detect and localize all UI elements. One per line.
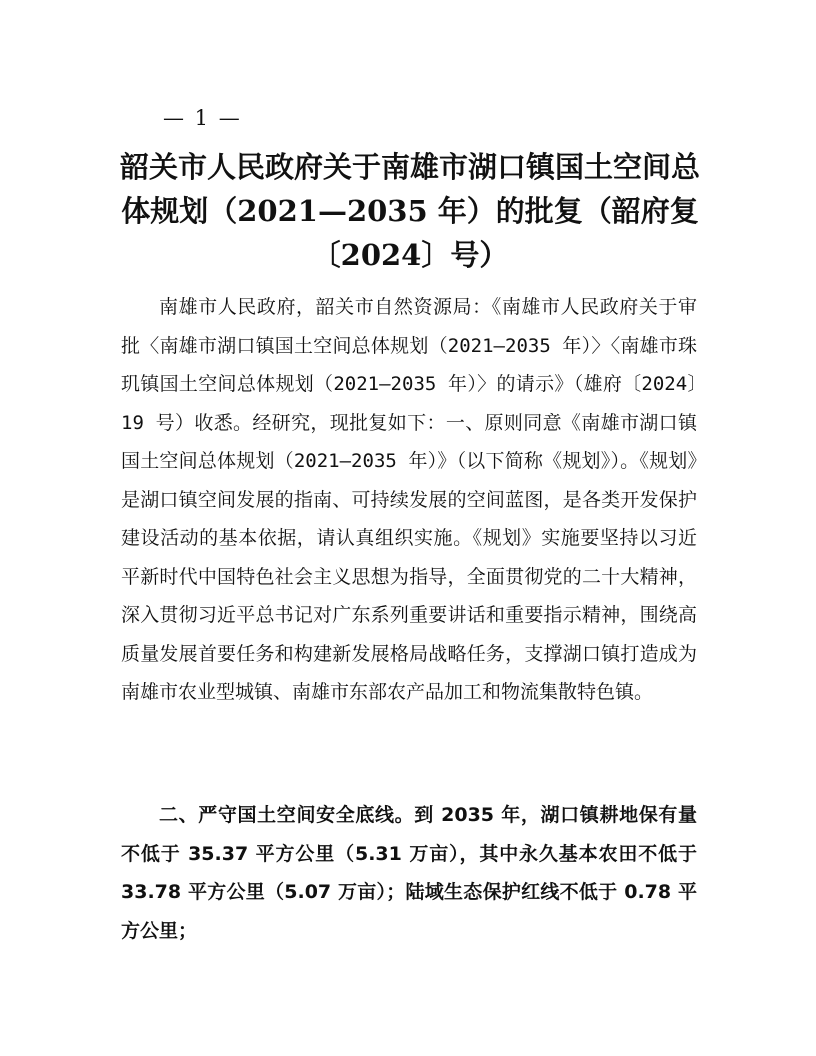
body-paragraph-approval: 南雄市人民政府，韶关市自然资源局：《南雄市人民政府关于审批〈南雄市湖口镇国土空间总体规划（2021—2035 年）〉〈南雄市珠玑镇国土空间总体规划（2021—2035 年）〉的请示》（雄府〔2024〕19 号）收悉。经研究，现批复如下：一、原则同意《南雄市湖口镇国土空间总体规划（2021—2035 年）》（以下简称《规划》）。《规划》是湖口镇空间发展的指南、可持续发展的空间蓝图，是各类开发保护建设活动的基本依据，请认真组织实施。《规划》实施要坚持以习近平新时代中国特色社会主义思想为指导，全面贯彻党的二十大精神，深入贯彻习近平总书记对广东系列重要讲话和重要指示精神，围绕高质量发展首要任务和构建新发展格局战略任务，支撑湖口镇打造成为南雄市农业型城镇、南雄市东部农产品加工和物流集散特色镇。	[121, 296, 697, 703]
section-two-paragraph: 二、严守国土空间安全底线。到 2035 年，湖口镇耕地保有量不低于 35.37 平方公里（5.31 万亩），其中永久基本农田不低于 33.78 平方公里（5.07 万亩）；陆域生态保护红线不低于 0.78 平方公里；	[121, 804, 697, 942]
document-title: 韶关市人民政府关于南雄市湖口镇国土空间总体规划（2021—2035 年）的批复（韶府复〔2024〕号）	[120, 150, 701, 272]
page-number: — 1 —	[163, 106, 242, 130]
